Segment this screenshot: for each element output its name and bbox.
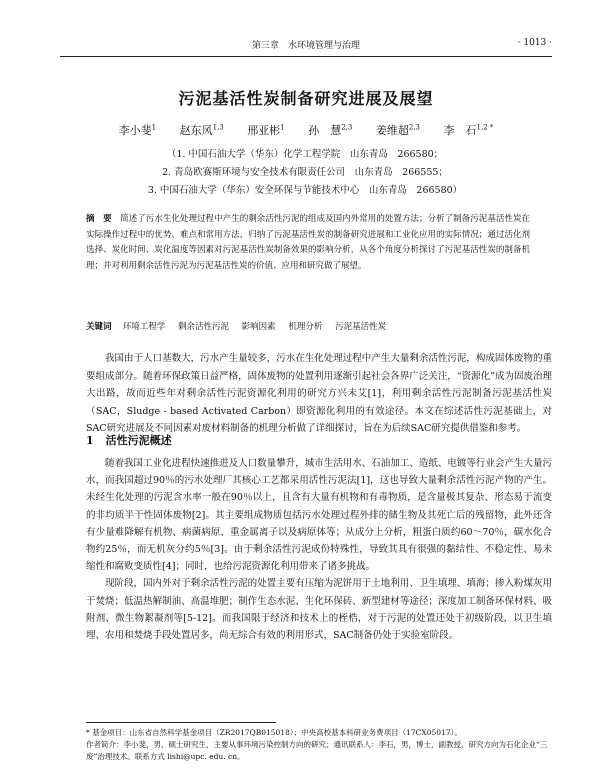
keyword: 污泥基活性炭 [335, 322, 387, 332]
page-number: · 1013 · [517, 38, 552, 48]
body-paragraph: 现阶段，国内外对于剩余活性污泥的处置主要有压缩为泥饼用于土地利用、卫生填埋、填海；掺入粉煤灰用于焚烧；低温热解制油、高温堆肥；制作生态水泥、生化环保砖、新型建材等途径；深度加工制备环保材料、吸附剂、微生物絮凝剂等[5-12]。而我国限于经济和技术上的桎梏，对于污泥的处置还处于初级阶段，以卫生填埋、农用和焚烧手段处置居多，尚无综合有效的利用形式，SAC制备仍处于实验室阶段。 [86, 578, 552, 642]
affiliations [110, 146, 500, 200]
author: 李小斐$^1$ [118, 123, 157, 137]
paper-title: 污泥基活性炭制备研究进展及展望 [178, 89, 434, 108]
abstract-text: 简述了污水生化处理过程中产生的剩余活性污泥的组成及国内外常用的处置方法；分析了制备污泥基活性炭在实际操作过程中的优势、难点和常用方法，归纳了污泥基活性炭的制备研究进展和工业化应用的实际情况；通过活化剂选择、炭化时间、炭化温度等因素对污泥基活性炭制备效果的影响分析，从各个角度分析探讨了污泥基活性炭的制备机理；并对利用剩余活性污泥为污泥基活性炭的价值、应用和研究做了展望。 [86, 214, 530, 271]
header-rule [60, 56, 552, 57]
author: 姜维超$^{2,3}$ [375, 123, 420, 137]
author: 邢亚彬$^1$ [247, 123, 285, 137]
footnote-funding: * 基金项目：山东省自然科学基金项目（ZR2017QB015018）；中央高校基本科研业务费项目（17CX05017）。 [86, 728, 462, 737]
affiliation: 3. 中国石油大学（华东）安全环保与节能技术中心 山东青岛 266580） [147, 185, 463, 196]
affiliation: 2. 青岛欧赛斯环境与安全技术有限责任公司 山东青岛 266555； [162, 167, 448, 178]
section-number: 1 [86, 434, 94, 447]
affiliation: （1. 中国石油大学（华东）化学工程学院 山东青岛 266580； [166, 149, 444, 160]
author: 李 石$^{1,2 *}$ [443, 123, 494, 137]
keyword: 影响因素 [241, 322, 276, 332]
author: 赵东风$^{1,3}$ [179, 123, 224, 137]
section-heading [86, 432, 172, 448]
running-header [60, 38, 552, 54]
keywords [86, 320, 530, 335]
keyword: 环境工程学 [122, 322, 166, 332]
section-title: 活性污泥概述 [105, 434, 172, 447]
keywords-label: 关键词 [86, 322, 112, 332]
footnote-rule [86, 722, 276, 723]
author-list [60, 122, 552, 138]
abstract-label: 摘 要 [86, 214, 112, 224]
section-body [86, 455, 552, 644]
intro-section [86, 350, 552, 438]
abstract [86, 212, 530, 274]
body-paragraph: 我国由于人口基数大，污水产生量较多，污水在生化处理过程中产生大量剩余活性污泥，构成固体废物的重要组成部分。随着环保政策日益严格，固体废物的处置利用逐渐引起社会各界广泛关注，“资源化”成为固废治理大出路，故而近些年对剩余活性污泥资源化利用的研究方兴未艾[1]，利用剩余活性污泥制备污泥基活性炭（SAC，Sludge - based Activated Carbon）即资源化利用的有效途径。本文在综述活性污泥基础上，对SAC研究进展及不同因素对废材料制备的机理分析做了详细探讨，旨在为后续SAC研究提供借鉴和参考。 [86, 353, 552, 435]
footnote-author-info: 作者简介：李小斐，男，硕士研究生，主要从事环境污染控制方向的研究；通讯联系人：李石，男，博士，副教授，研究方向为石化企业“三废”治理技术。联系方式 lishi@upc. edu. cn。 [86, 740, 548, 761]
footnotes [86, 727, 552, 763]
author: 孙 慧$^{2,3}$ [308, 123, 353, 137]
running-title: 第三章 水环境管理与治理 [251, 41, 360, 51]
body-paragraph: 随着我国工业化进程快速推进及人口数量攀升，城市生活用水、石油加工、造纸、电镀等行业会产生大量污水，而我国超过90％的污水处理厂其核心工艺都采用活性污泥法[1]，这也导致大量剩余活性污泥产物的产生。未经生化处理的污泥含水率一般在90％以上，且含有大量有机物和有毒物质，是含量极其复杂、形态易于流变的非均质半干性固体废物[2]。其主要组成物质包括污水处理过程外排的储生物及其死亡后的残留物，此外还含有少量难降解有机物、病菌病原、重金属离子以及病原体等；从成分上分析，粗蛋白质约60～70％，碳水化合物约25％，而无机灰分约5％[3]。由于剩余活性污泥成份特殊性，导致其具有很强的黏结性、不稳定性、易未缩性和腐败变质性[4]；同时，也给污泥资源化利用带来了诸多挑战。 [86, 458, 552, 573]
keyword: 机理分析 [288, 322, 323, 332]
keyword: 剩余活性污泥 [177, 322, 229, 332]
